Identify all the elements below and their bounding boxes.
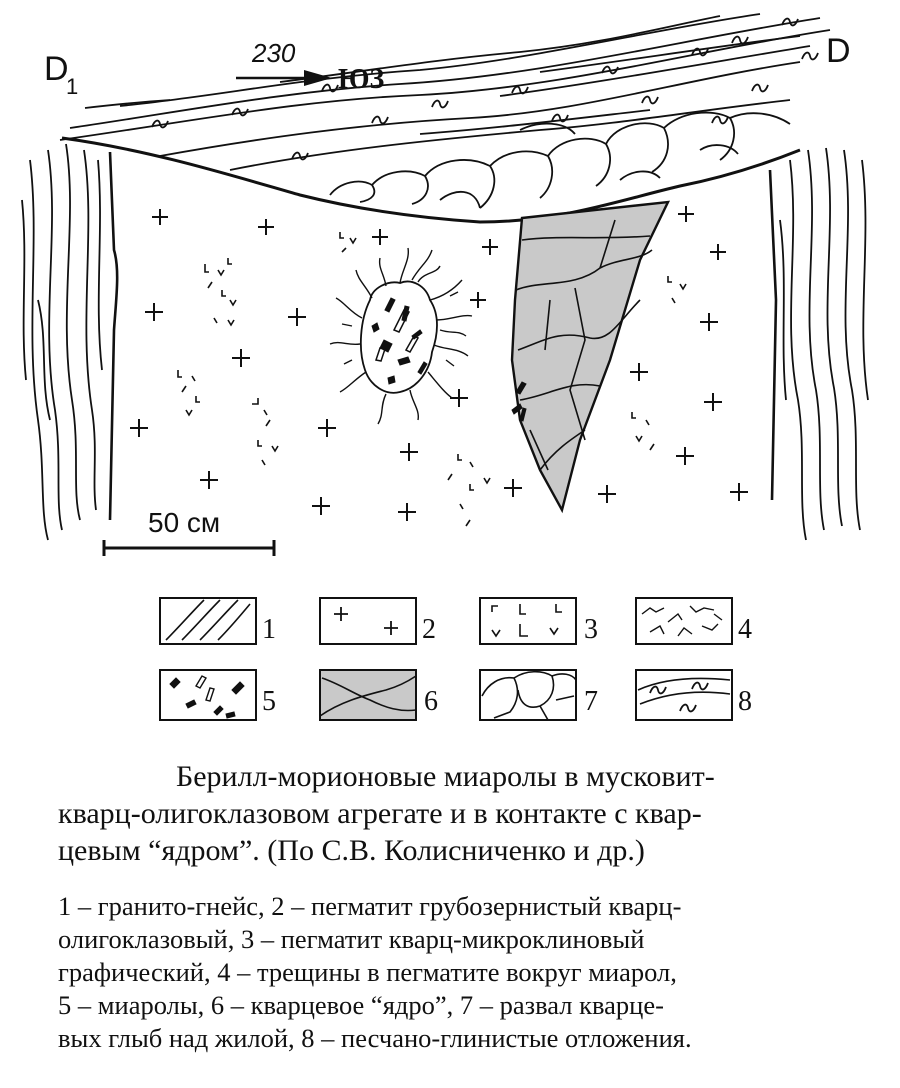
legend-key-8: 8 (738, 686, 752, 717)
caption-line-2: кварц-олигоклазовом агрегате и в контакте с квар- (58, 797, 702, 830)
scale-label: 50 см (148, 507, 221, 538)
legend-item-7 (480, 670, 598, 720)
legend-key-2: 2 (422, 614, 436, 645)
legend-key-4: 4 (738, 614, 752, 645)
legend-key-1: 1 (262, 614, 276, 645)
sediment-layers (60, 14, 830, 170)
caption-line-3: цевым “ядром”. (По С.В. Колисниченко и др.) (58, 834, 645, 867)
legend-key-7: 7 (584, 686, 598, 717)
granite-gneiss-left (22, 144, 102, 540)
granite-gneiss-right (780, 148, 868, 540)
vein-upper-contact (62, 138, 800, 222)
caption-line-1-text: Берилл-морионовые миаролы в мусковит- (176, 760, 715, 793)
miarole (361, 282, 437, 393)
legend-item-4 (636, 598, 752, 645)
legend-item-1 (160, 598, 276, 645)
direction-label: ЮЗ (338, 64, 385, 95)
quartz-debris (330, 113, 790, 208)
legend-line-5: вых глыб над жилой, 8 – песчано-глинистые отложения. (58, 1023, 692, 1053)
right-contact-line (770, 170, 776, 500)
figure-caption (58, 758, 838, 869)
legend-line-3: графический, 4 – трещины в пегматите вокруг миарол, (58, 957, 677, 987)
legend-line-2: олигоклазовый, 3 – пегматит кварц-микроклиновый (58, 924, 645, 954)
legend-item-5 (160, 670, 276, 720)
label-d: D (826, 32, 851, 70)
legend-key-5: 5 (262, 686, 276, 717)
scale-bar (104, 540, 274, 556)
legend-line-1: 1 – гранито-гнейс, 2 – пегматит грубозернистый кварц- (58, 891, 682, 921)
legend-line-4: 5 – миаролы, 6 – кварцевое “ядро”, 7 – развал кварце- (58, 990, 664, 1020)
quartz-core (512, 202, 668, 510)
legend-description (58, 890, 840, 1055)
legend-item-8 (636, 670, 752, 720)
azimuth-label: 230 (252, 38, 296, 68)
legend-key-6: 6 (424, 686, 438, 717)
legend-item-3 (480, 598, 598, 645)
pegmatite-plus-marks (130, 206, 748, 521)
label-d1-subscript: 1 (66, 74, 79, 99)
legend-key-3: 3 (584, 614, 598, 645)
caption-line-1 (58, 758, 838, 795)
legend-item-2 (320, 598, 436, 645)
left-contact-line (110, 152, 117, 520)
legend-item-6 (320, 670, 438, 720)
label-d1: D (44, 50, 69, 88)
